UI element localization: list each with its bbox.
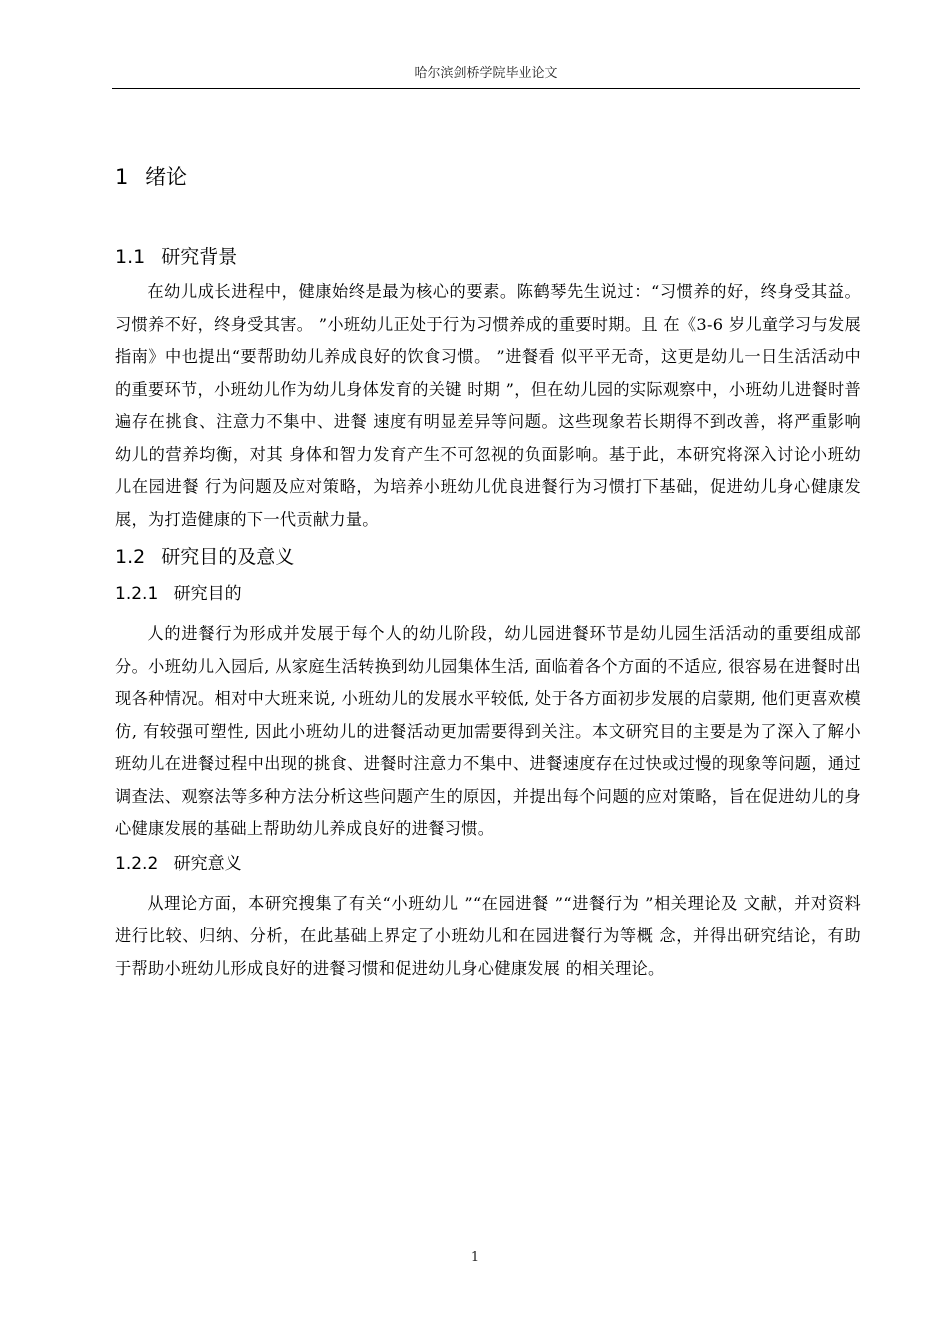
page-header bbox=[112, 66, 860, 82]
document-body bbox=[115, 160, 861, 989]
header-divider bbox=[112, 88, 860, 89]
subsection-title: 研究目的 bbox=[173, 584, 242, 604]
section-heading-1-2 bbox=[115, 542, 861, 572]
chapter-heading bbox=[115, 160, 861, 194]
chapter-title: 绪论 bbox=[145, 165, 188, 189]
subsection-number: 1.2.1 bbox=[115, 584, 159, 604]
subsection-number: 1.2.2 bbox=[115, 853, 159, 874]
section-number: 1.2 bbox=[115, 546, 146, 568]
subsection-title: 研究意义 bbox=[173, 853, 242, 874]
section-title: 研究背景 bbox=[161, 246, 238, 268]
section-number: 1.1 bbox=[115, 246, 146, 268]
page-footer bbox=[0, 1250, 950, 1265]
section-heading-1-1 bbox=[115, 242, 861, 272]
section-title: 研究目的及意义 bbox=[161, 546, 295, 568]
chapter-number: 1 bbox=[115, 165, 129, 189]
page-number: 1 bbox=[470, 1250, 480, 1265]
subsection-heading-1-2-1 bbox=[115, 580, 861, 608]
subsection-heading-1-2-2 bbox=[115, 850, 861, 878]
header-title: 哈尔滨剑桥学院毕业论文 bbox=[414, 66, 558, 81]
paragraph-significance: 从理论方面，本研究搜集了有关“小班幼儿 ”“在园进餐 ”“进餐行为 ”相关理论及 文献，并对资料进行比较、归纳、分析，在此基础上界定了小班幼儿和在园进餐行为等概 念，并得出研究结论，有助于帮助小班幼儿形成良好的进餐习惯和促进幼儿身心健康发展 的相关理论。 bbox=[115, 893, 861, 978]
paragraph-purpose: 人的进餐行为形成并发展于每个人的幼儿阶段，幼儿园进餐环节是幼儿园生活活动的重要组成部分。小班幼儿入园后, 从家庭生活转换到幼儿园集体生活, 面临着各个方面的不适应, 很容易在进餐时出现各种情况。相对中大班来说, 小班幼儿的发展水平较低, 处于各方面初步发展的启蒙期, 他们更喜欢模仿, 有较强可塑性, 因此小班幼儿的进餐活动更加需要得到关注。本文研究目的主要是为了深入了解小班幼儿在进餐过程中出现的挑食、进餐时注意力不集中、进餐速度存在过快或过慢的现象等问题，通过调查法、观察法等多种方法分析这些问题产生的原因，并提出每个问题的应对策略，旨在促进幼儿的身心健康发展的基础上帮助幼儿养成良好的进餐习惯。 bbox=[115, 624, 861, 838]
paragraph-background: 在幼儿成长进程中，健康始终是最为核心的要素。陈鹤琴先生说过：“习惯养的好，终身受其益。习惯养不好，终身受其害。 ”小班幼儿正处于行为习惯养成的重要时期。且 在《3-6 岁儿童学习与发展指南》中也提出“要帮助幼儿养成良好的饮食习惯。 ”进餐看 似平平无奇，这更是幼儿一日生活活动中的重要环节，小班幼儿作为幼儿身体发育的关键 时期 ”，但在幼儿园的实际观察中，小班幼儿进餐时普遍存在挑食、注意力不集中、进餐 速度有明显差异等问题。这些现象若长期得不到改善，将严重影响幼儿的营养均衡，对其 身体和智力发育产生不可忽视的负面影响。基于此，本研究将深入讨论小班幼儿在园进餐 行为问题及应对策略，为培养小班幼儿优良进餐行为习惯打下基础，促进幼儿身心健康发 展，为打造健康的下一代贡献力量。 bbox=[115, 282, 861, 529]
